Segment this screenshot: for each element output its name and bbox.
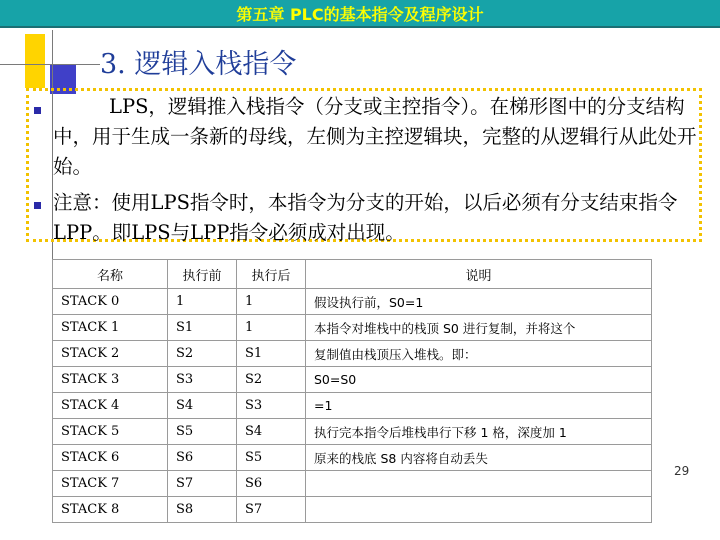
value-after: S2	[237, 367, 306, 393]
value-after: S5	[237, 445, 306, 471]
table-row	[53, 445, 652, 471]
value-after: S1	[237, 341, 306, 367]
stack-name: STACK 1	[53, 315, 168, 341]
value-before: S1	[168, 315, 237, 341]
value-before: S8	[168, 497, 237, 523]
value-after: S3	[237, 393, 306, 419]
value-after: S7	[237, 497, 306, 523]
chapter-title: 第五章 PLC的基本指令及程序设计	[236, 5, 484, 24]
value-after: 1	[237, 315, 306, 341]
value-after: S4	[237, 419, 306, 445]
table-row	[53, 315, 652, 341]
value-before: 1	[168, 289, 237, 315]
stack-name: STACK 3	[53, 367, 168, 393]
value-before: S3	[168, 367, 237, 393]
header-divider	[0, 26, 720, 28]
description	[306, 471, 652, 497]
value-after: S6	[237, 471, 306, 497]
stack-name: STACK 5	[53, 419, 168, 445]
description: 执行完本指令后堆栈串行下移 1 格，深度加 1	[306, 419, 652, 445]
value-before: S7	[168, 471, 237, 497]
description: =1	[306, 393, 652, 419]
slide-title: 3. 逻辑入栈指令	[100, 49, 297, 80]
stack-name: STACK 8	[53, 497, 168, 523]
table-row	[53, 393, 652, 419]
value-before: S6	[168, 445, 237, 471]
lps-note: 注意：使用LPS指令时，本指令为分支的开始，以后必须有分支结束指令LPP。即LPS与LPP指令必须成对出现。	[53, 191, 678, 244]
bullet-icon	[34, 107, 41, 114]
table-row	[53, 497, 652, 523]
stack-name: STACK 7	[53, 471, 168, 497]
lps-description-text: LPS，逻辑推入栈指令（分支或主控指令）。在梯形图中的分支结构中，用于生成一条新的母线，左侧为主控逻辑块，完整的从逻辑行从此处开始。	[53, 95, 697, 178]
value-before: S5	[168, 419, 237, 445]
table-row	[53, 471, 652, 497]
stack-name: STACK 2	[53, 341, 168, 367]
stack-name: STACK 4	[53, 393, 168, 419]
value-after: 1	[237, 289, 306, 315]
description: 本指令对堆栈中的栈顶 S0 进行复制，并将这个	[306, 315, 652, 341]
column-header-description: 说明	[306, 260, 652, 289]
bullet-icon	[34, 202, 41, 209]
decorative-horizontal-line	[0, 64, 100, 65]
table-row	[53, 341, 652, 367]
description: 假设执行前，S0=1	[306, 289, 652, 315]
column-header-after: 执行后	[237, 260, 306, 289]
value-before: S2	[168, 341, 237, 367]
table-row	[53, 419, 652, 445]
stack-table	[52, 259, 652, 523]
description: 原来的栈底 S8 内容将自动丢失	[306, 445, 652, 471]
column-header-name: 名称	[53, 260, 168, 289]
stack-name: STACK 6	[53, 445, 168, 471]
lps-description	[53, 92, 703, 182]
description: S0=S0	[306, 367, 652, 393]
description	[306, 497, 652, 523]
decorative-yellow-block	[25, 34, 45, 88]
stack-name: STACK 0	[53, 289, 168, 315]
column-header-before: 执行前	[168, 260, 237, 289]
table-header-row	[53, 260, 652, 289]
page-number: 29	[674, 464, 690, 478]
table-row	[53, 367, 652, 393]
value-before: S4	[168, 393, 237, 419]
description: 复制值由栈顶压入堆栈。即：	[306, 341, 652, 367]
table-row	[53, 289, 652, 315]
